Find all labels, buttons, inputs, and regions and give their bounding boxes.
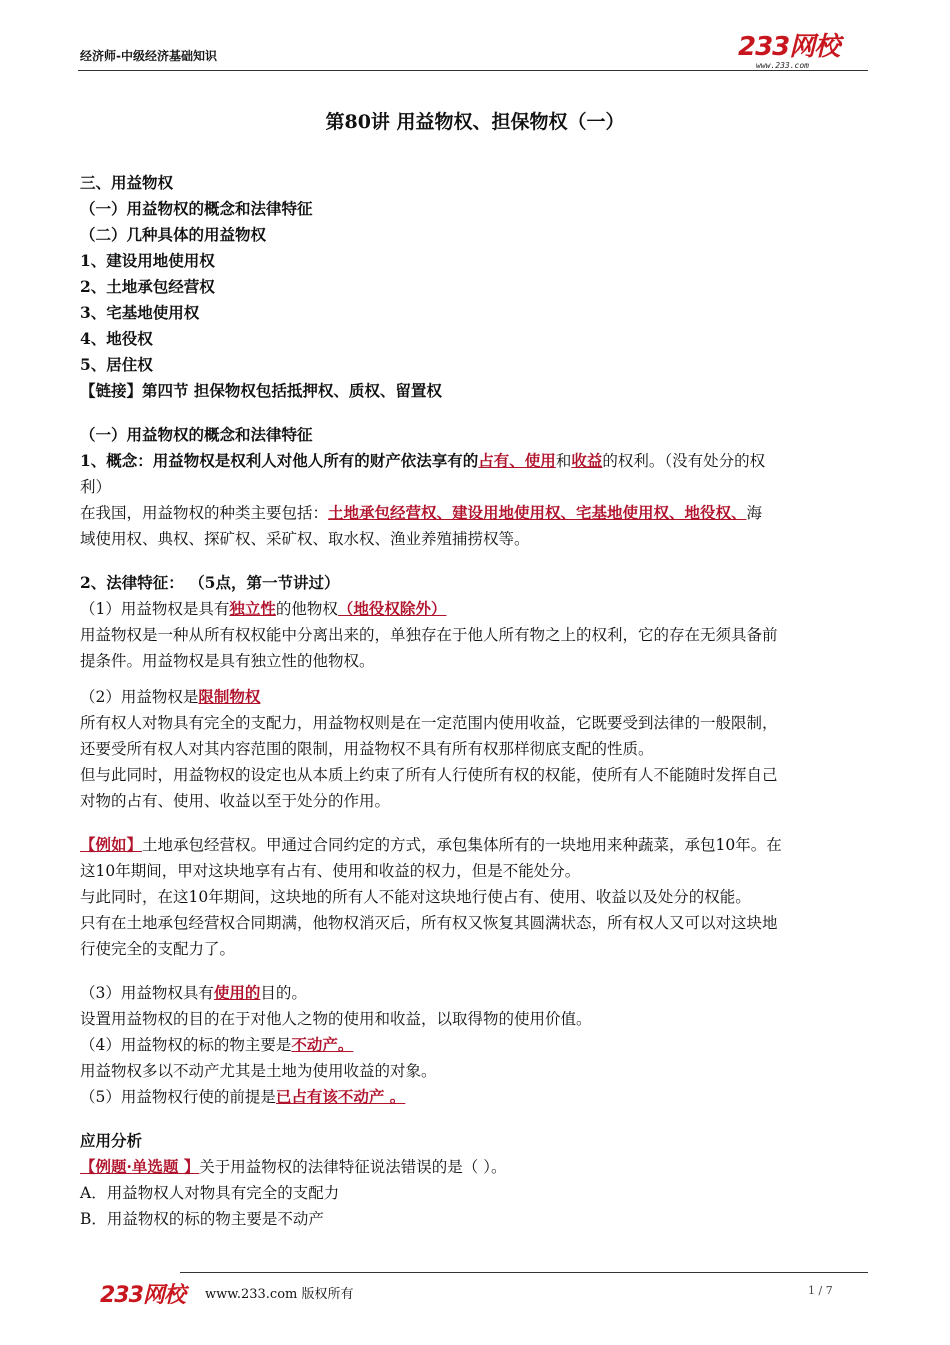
link-note: 【链接】第四节 担保物权包括抵押权、质权、留置权 (80, 381, 442, 400)
highlight-text: 已占有该不动产 。 (275, 1087, 406, 1106)
text: （2）用益物权是 (80, 688, 199, 706)
list-item: 4、地役权 (80, 329, 153, 348)
course-title: 经济师-中级经济基础知识 (80, 49, 217, 63)
feature-desc: 但与此同时，用益物权的设定也从本质上约束了所有人行使所有权的权能，使所有人不能随时发挥自己 (80, 766, 778, 784)
list-item: 1、建设用地使用权 (80, 251, 215, 270)
text: 在我国，用益物权的种类主要包括： (80, 504, 329, 522)
feature-desc: 设置用益物权的目的在于对他人之物的使用和收益，以取得物的使用价值。 (80, 1010, 592, 1028)
feature-heading: 2、法律特征： （5点，第一节讲过） (80, 573, 340, 592)
page-header (0, 0, 950, 80)
text: 海 (746, 504, 763, 522)
site-logo[interactable] (738, 34, 858, 74)
example-line: 与此同时，在这10年期间，这块地的所有人不能对这块地行使占有、使用、收益以及处分的权能。 (80, 888, 751, 906)
section-heading: 三、用益物权 (80, 173, 174, 192)
text: （5）用益物权行使的前提是 (80, 1088, 276, 1106)
question-tag: 【例题·单选题 】 (80, 1157, 200, 1176)
list-item: 2、土地承包经营权 (80, 277, 215, 296)
highlight-text: 限制物权 (198, 687, 261, 706)
subsection-heading: （二）几种具体的用益物权 (80, 225, 267, 244)
feature-desc: 还要受所有权人对其内容范围的限制，用益物权不具有所有权那样彻底支配的性质。 (80, 740, 654, 758)
spacer (80, 1110, 870, 1128)
page-footer (0, 1270, 950, 1310)
spacer (80, 552, 870, 570)
example-tag: 【例如】 (80, 835, 143, 854)
example-line (80, 832, 870, 858)
highlight-text: 占有、使用 (478, 451, 556, 470)
feature-desc: 提条件。用益物权是具有独立性的他物权。 (80, 652, 375, 670)
footer-logo[interactable]: 233网校 (100, 1283, 185, 1308)
text: 土地承包经营权。甲通过合同约定的方式，承包集体所有的一块地用来种蔬菜，承包10年。在 (142, 836, 782, 854)
feature-item (80, 684, 870, 710)
feature-item (80, 980, 870, 1006)
page-number: 1 / 7 (808, 1284, 833, 1297)
document-body (80, 170, 870, 1232)
concept-line (80, 448, 870, 474)
feature-item (80, 596, 870, 622)
concept-line: 域使用权、典权、探矿权、采矿权、取水权、渔业养殖捕捞权等。 (80, 530, 530, 548)
text: 和 (555, 452, 572, 470)
highlight-text: 收益 (571, 451, 603, 470)
concept-line (80, 500, 870, 526)
option-a: A．用益物权人对物具有完全的支配力 (80, 1184, 340, 1202)
text: 的权利。（没有处分的权 (602, 452, 766, 470)
example-line: 只有在土地承包经营权合同期满，他物权消灭后，所有权又恢复其圆满状态，所有权人又可以对这块地 (80, 914, 778, 932)
question-line (80, 1154, 870, 1180)
concept-line: 利） (80, 478, 112, 496)
copyright-text: www.233.com 版权所有 (205, 1287, 354, 1302)
text: （3）用益物权具有 (80, 984, 214, 1002)
application-heading: 应用分析 (80, 1131, 143, 1150)
option-b: B．用益物权的标的物主要是不动产 (80, 1210, 324, 1228)
footer-divider (180, 1272, 868, 1273)
spacer (80, 404, 870, 422)
list-item: 5、居住权 (80, 355, 153, 374)
example-line: 行使完全的支配力了。 (80, 940, 236, 958)
text: （4）用益物权的标的物主要是 (80, 1036, 292, 1054)
text: 目的。 (260, 984, 307, 1002)
feature-desc: 用益物权是一种从所有权权能中分离出来的，单独存在于他人所有物之上的权利，它的存在无须具备前 (80, 626, 778, 644)
text: 的他物权 (275, 600, 338, 618)
subsection-heading: （一）用益物权的概念和法律特征 (80, 425, 313, 444)
highlight-text: 使用的 (213, 983, 261, 1002)
highlight-text: （地役权除外） (337, 599, 447, 618)
feature-desc: 对物的占有、使用、收益以至于处分的作用。 (80, 792, 391, 810)
logo-url: www.233.com (756, 61, 809, 70)
text: （1）用益物权是具有 (80, 600, 230, 618)
spacer (80, 814, 870, 832)
spacer (80, 674, 870, 684)
feature-item (80, 1032, 870, 1058)
feature-desc: 所有权人对物具有完全的支配力，用益物权则是在一定范围内使用收益，它既要受到法律的一般限制， (80, 714, 778, 732)
feature-item (80, 1084, 870, 1110)
text: 1、概念：用益物权是权利人对他人所有的财产依法享有的 (80, 451, 479, 470)
lecture-title: 第80讲 用益物权、担保物权（一） (325, 111, 625, 133)
feature-desc: 用益物权多以不动产尤其是土地为使用收益的对象。 (80, 1062, 437, 1080)
example-line: 这10年期间，甲对这块地享有占有、使用和收益的权力，但是不能处分。 (80, 862, 581, 880)
header-divider (78, 70, 868, 71)
subsection-heading: （一）用益物权的概念和法律特征 (80, 199, 313, 218)
text: 关于用益物权的法律特征说法错误的是（ ）。 (199, 1158, 507, 1176)
spacer (80, 962, 870, 980)
list-item: 3、宅基地使用权 (80, 303, 200, 322)
highlight-text: 独立性 (229, 599, 276, 618)
highlight-text: 不动产。 (291, 1035, 354, 1054)
highlight-text: 土地承包经营权、建设用地使用权、宅基地使用权、地役权、 (328, 503, 747, 522)
logo-text: 233网校 (738, 32, 840, 62)
